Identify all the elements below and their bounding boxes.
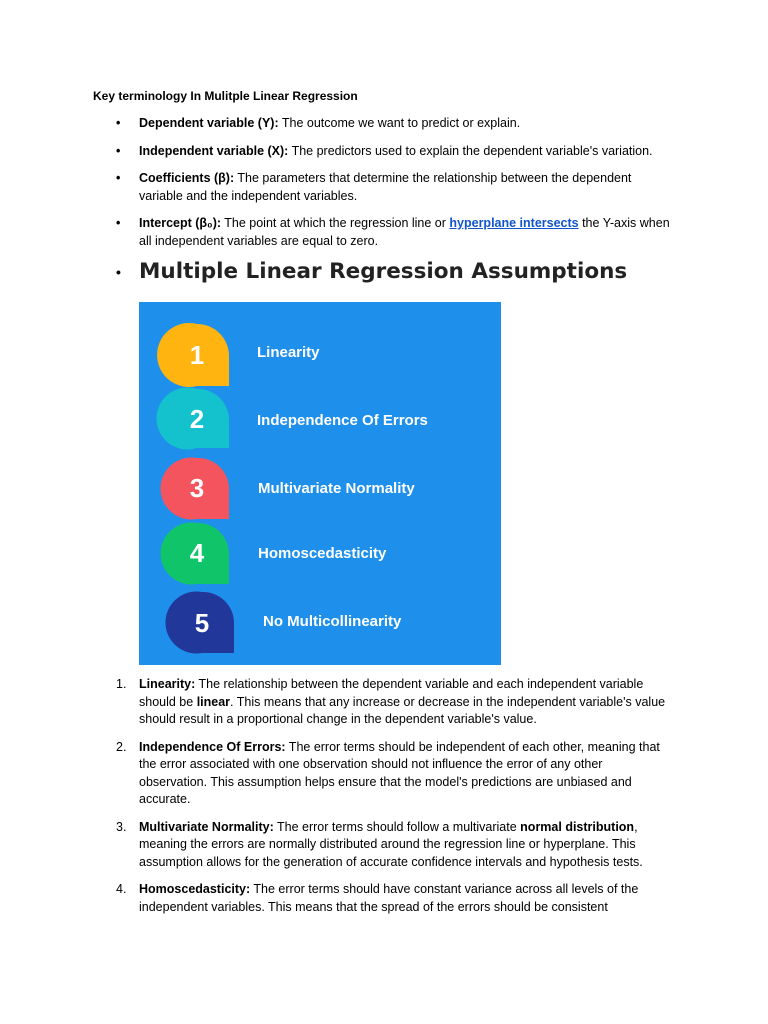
terminology-list xyxy=(116,115,672,260)
term-label: Multivariate Normality: xyxy=(139,819,274,834)
list-item xyxy=(116,170,672,205)
term-label: Dependent variable (Y): xyxy=(139,116,279,130)
assumption-text: The error terms should be independent of each other, meaning that the error associated with one observation should not influence the error of any other observation. This assumption helps ensure that the model's predictions are unbiased and accurate. xyxy=(139,739,660,806)
emphasis-text: normal distribution xyxy=(520,819,635,834)
assumption-badge-1 xyxy=(157,323,320,387)
list-number: 3. xyxy=(116,819,127,834)
term-label: Intercept (β₀): xyxy=(139,216,222,230)
term-definition: The parameters that determine the relationship between the dependent variable and the independent variables. xyxy=(139,171,632,203)
assumption-badge-4 xyxy=(160,523,387,585)
badge-label: Multivariate Normality xyxy=(258,480,415,497)
emphasis-text: linear xyxy=(196,694,231,709)
term-label: Independence Of Errors: xyxy=(139,739,286,754)
infographic-svg xyxy=(139,302,501,665)
badge-number: 1 xyxy=(189,340,205,370)
assumption-badge-5 xyxy=(165,592,402,654)
document-title: Key terminology In Mulitple Linear Regression xyxy=(93,89,358,103)
term-label: Independent variable (X): xyxy=(139,143,289,158)
badge-number: 2 xyxy=(189,404,205,434)
bullet-marker: • xyxy=(116,143,121,158)
list-item xyxy=(116,143,672,161)
term-label: Coefficients (β): xyxy=(139,171,235,185)
assumptions-list xyxy=(116,676,672,926)
list-number: 1. xyxy=(116,677,127,691)
list-number: 2. xyxy=(116,739,127,754)
assumption-text: The relationship between the dependent variable and each independent variable should be xyxy=(139,677,644,709)
list-item xyxy=(116,215,672,250)
badge-label: No Multicollinearity xyxy=(263,613,402,630)
term-definition: The predictors used to explain the dependent variable's variation. xyxy=(288,143,653,158)
term-label: Homoscedasticity: xyxy=(139,882,251,896)
assumption-text: The error terms should have constant variance across all levels of the independent variables. This means that the spread of the errors should be consistent xyxy=(139,882,639,914)
section-heading: Multiple Linear Regression Assumptions xyxy=(139,259,628,284)
term-label: Linearity: xyxy=(139,677,196,691)
assumption-text-tail: , meaning the errors are normally distributed around the regression line or hyperplane. This assumption allows for the generation of accurate confidence intervals and hypothesis tests. xyxy=(139,819,643,869)
assumption-text-tail: . This means that any increase or decrease in the independent variable's value should result in a proportional change in the dependent variable's value. xyxy=(139,694,666,726)
bullet-marker: • xyxy=(116,116,121,130)
assumptions-infographic xyxy=(139,302,501,665)
assumption-badge-3 xyxy=(160,458,415,520)
badge-number: 4 xyxy=(189,538,205,568)
hyperplane-link[interactable]: hyperplane intersects xyxy=(449,216,579,230)
bullet-marker: • xyxy=(116,216,121,230)
badge-label: Homoscedasticity xyxy=(258,545,387,562)
list-item xyxy=(116,819,672,872)
badge-number: 5 xyxy=(194,608,210,638)
section-heading-row xyxy=(116,256,736,290)
list-number: 4. xyxy=(116,882,127,896)
badge-number: 3 xyxy=(189,473,205,503)
list-item xyxy=(116,881,672,916)
assumption-text: The error terms should follow a multivariate xyxy=(273,819,521,834)
assumption-badge-2 xyxy=(156,388,427,450)
badge-label: Independence Of Errors xyxy=(257,412,428,429)
badge-label: Linearity xyxy=(257,344,320,361)
list-item xyxy=(116,739,672,809)
bullet-marker: • xyxy=(116,171,121,185)
term-definition: The point at which the regression line or xyxy=(221,216,450,230)
list-item xyxy=(116,676,672,729)
list-item xyxy=(116,115,672,133)
bullet-marker: • xyxy=(116,264,121,280)
term-definition: The outcome we want to predict or explain. xyxy=(278,116,521,130)
term-definition-tail: the Y-axis when all independent variables are equal to zero. xyxy=(139,216,670,248)
